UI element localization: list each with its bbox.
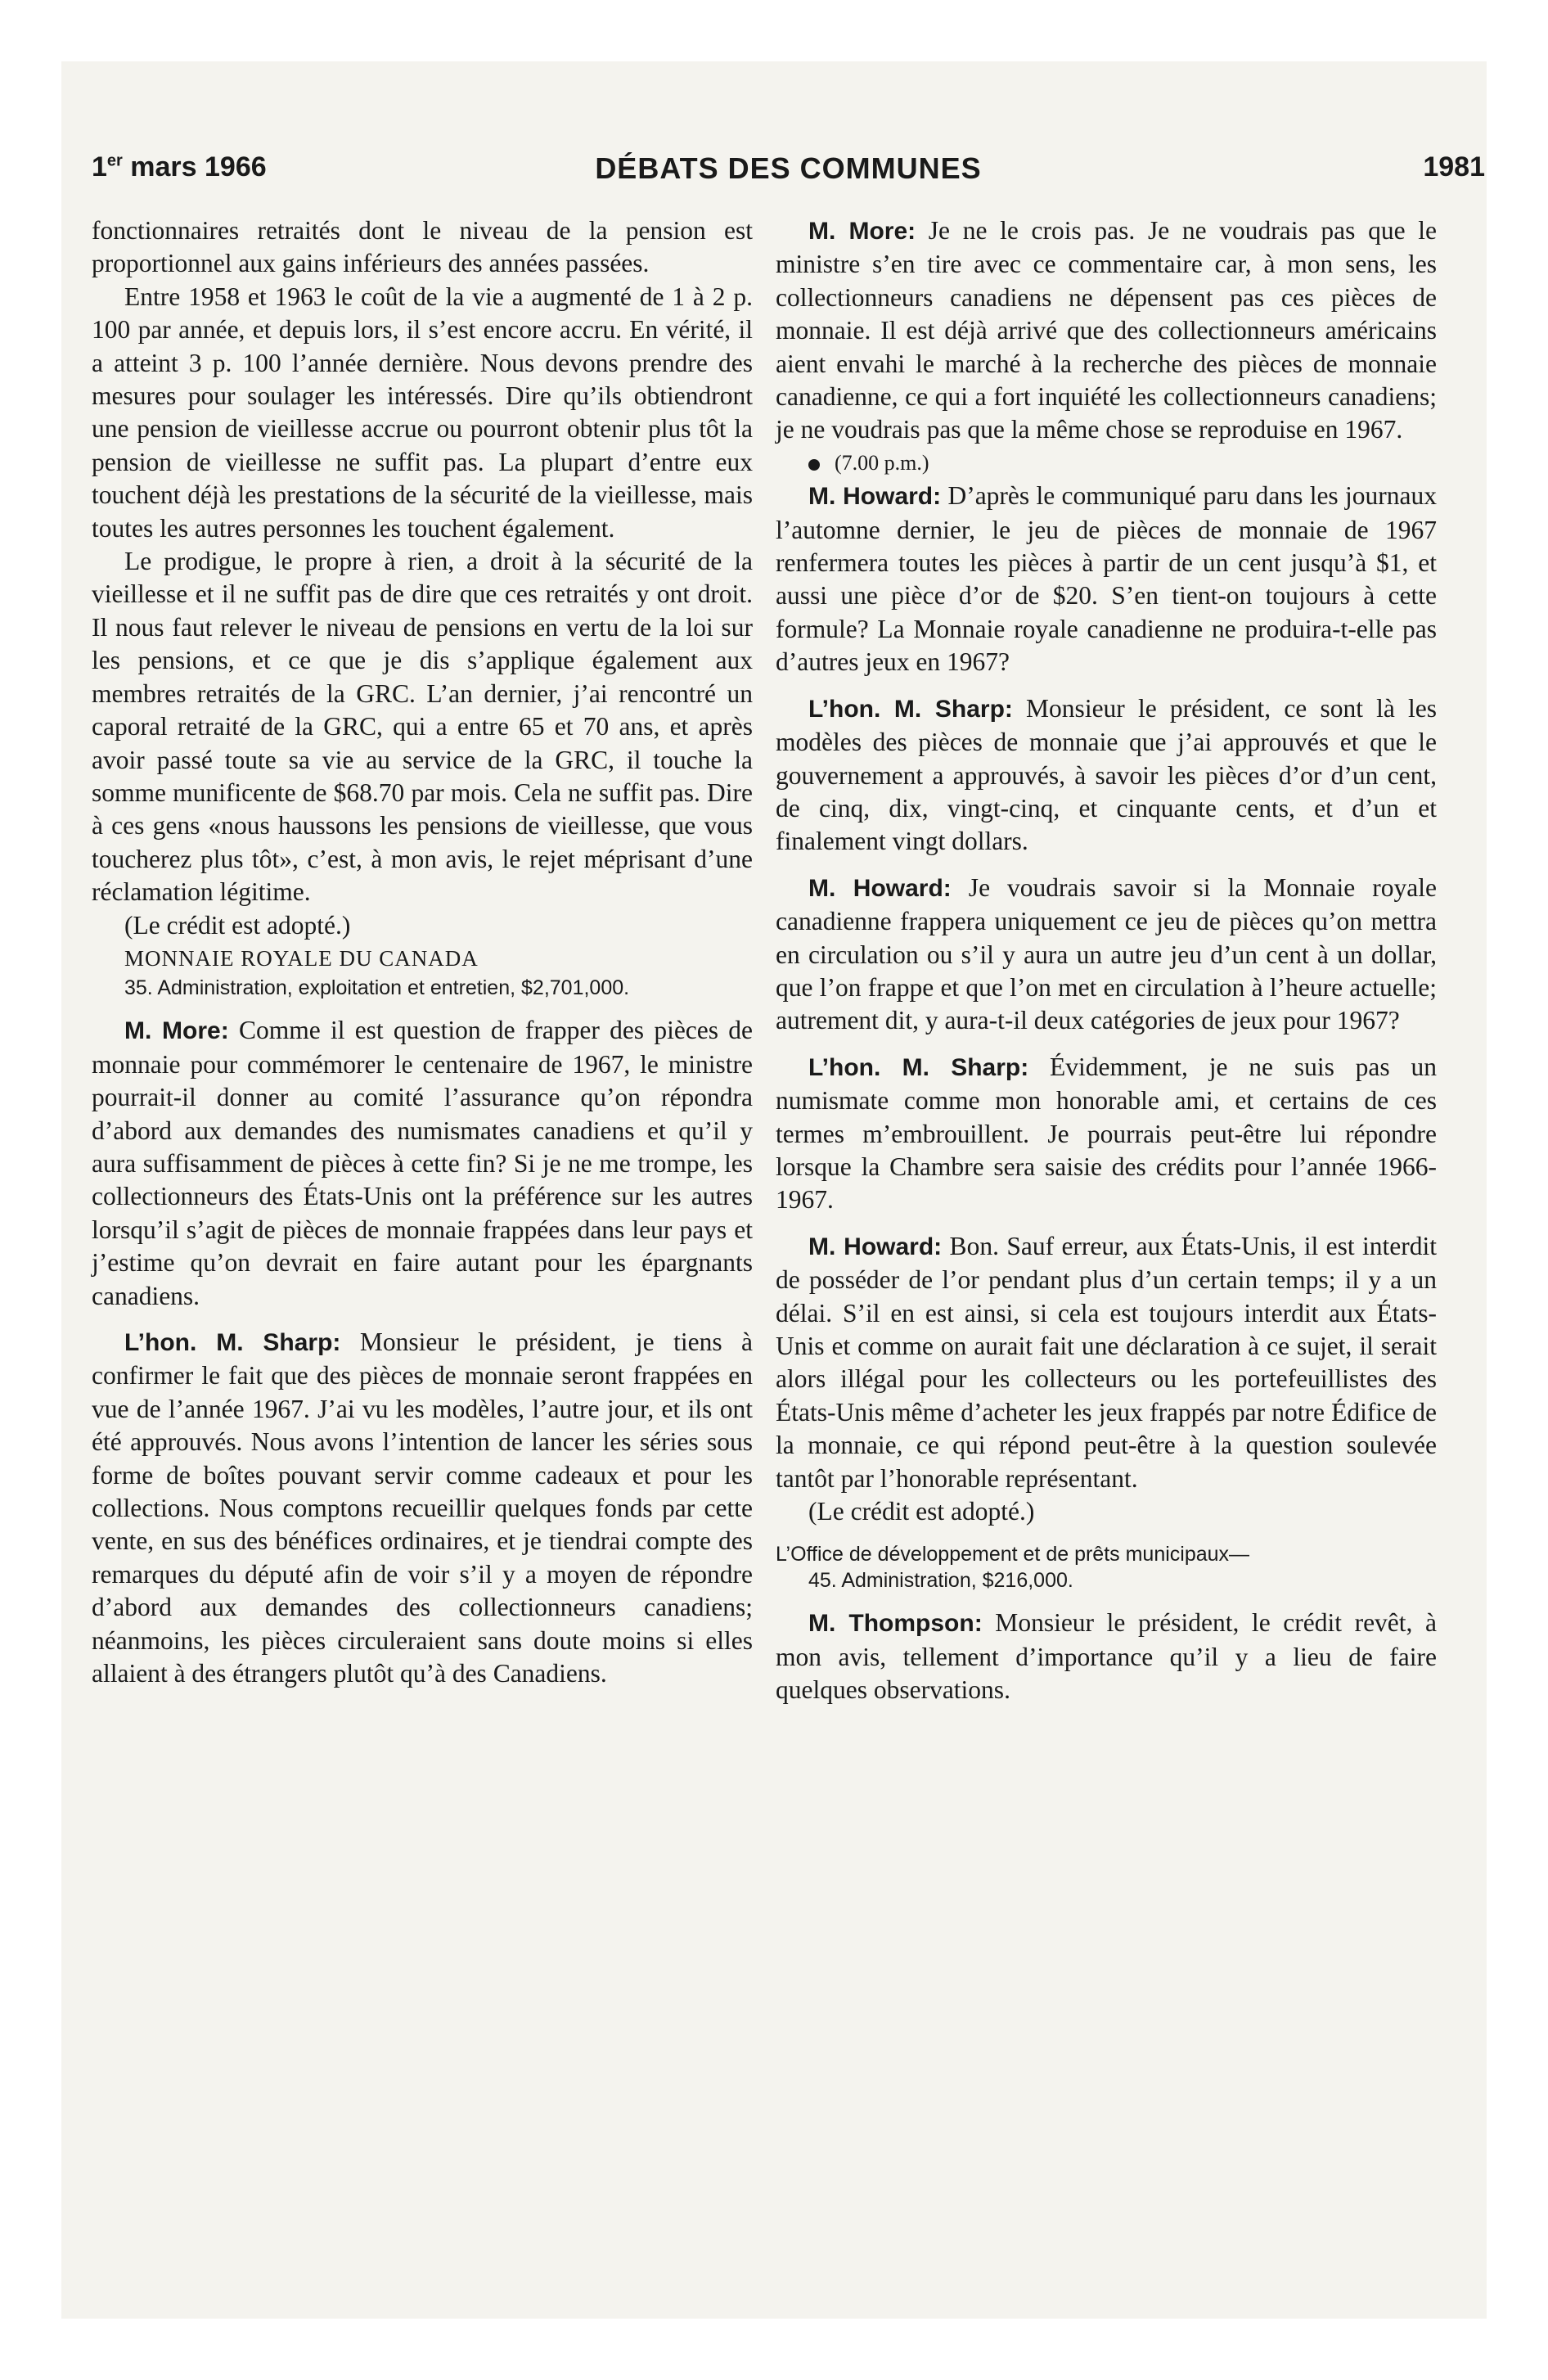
speech — [92, 1014, 753, 1313]
bullet-icon — [808, 459, 820, 471]
speech-text: Comme il est question de frapper des pièces de monnaie pour commémorer le centenaire de 1967, le ministre pourrait-il donner au comité l’assurance qu’on répondra d’abord aux demandes des numismates canadiens et qu’il y aura suffisamment de pièces à cette fin? Si je ne me trompe, les collectionneurs des États-Unis ont la préférence sur les autres lorsqu’il s’agit de pièces de monnaie frappées dans leur pays et j’estime qu’on devrait en faire autant pour les épargnants canadiens. — [92, 1016, 753, 1310]
speech-text: Bon. Sauf erreur, aux États-Unis, il est interdit de posséder de l’or pendant plus d’un certain temps; il y a un délai. S’il en est ainsi, si cela est toujours interdit aux États-Unis et comme on aurait fait une déclaration à ce sujet, il serait alors illégal pour les collecteurs ou les portefeuillistes des États-Unis même d’acheter les jeux frappés par notre Édifice de la monnaie, ce qui répond peut-être à la question soulevée tantôt par l’honorable représentant. — [776, 1231, 1437, 1493]
speech — [776, 872, 1437, 1038]
speaker-name: L’hon. M. Sharp: — [808, 695, 1013, 723]
speaker-name: L’hon. M. Sharp: — [808, 1053, 1029, 1081]
speech — [92, 1326, 753, 1690]
speech-text: Évidemment, je ne suis pas un numismate comme mon honorable ami, et certains de ces termes m’embrouillent. Je pourrais peut-être lui répondre lorsque la Chambre sera saisie des crédits pour l’année 1966-1967. — [776, 1052, 1437, 1215]
office-title: L’Office de développement et de prêts municipaux— — [776, 1543, 1250, 1566]
speaker-name: M. Thompson: — [808, 1610, 983, 1638]
speech — [776, 1230, 1437, 1495]
speech-text: Monsieur le président, je tiens à confirmer le fait que des pièces de monnaie seront frappées en vue de l’année 1967. J’ai vu les modèles, l’autre jour, et ils ont été approuvés. Nous avons l’intention de lancer les séries sous forme de boîtes pouvant servir comme cadeaux et pour les collections. Nous comptons recueillir quelques fonds par cette vente, en sus des bénéfices ordinaires, et je tiendrai compte des remarques du député afin de voir s’il y a moyen de répondre d’abord aux demandes des collectionneurs canadiens; néanmoins, les pièces circuleraient sans doute moins si elles allaient à des étrangers plutôt qu’à des Canadiens. — [92, 1327, 753, 1688]
speaker-name: M. More: — [124, 1017, 229, 1045]
speech — [776, 692, 1437, 859]
speaker-name: M. Howard: — [808, 874, 952, 902]
time-stamp — [776, 447, 1437, 480]
time-text: (7.00 p.m.) — [835, 450, 929, 475]
vote-adopted: (Le crédit est adopté.) — [808, 1497, 1035, 1526]
paragraph: Entre 1958 et 1963 le coût de la vie a augmenté de 1 à 2 p. 100 par année, et depuis lors, il s’est encore accru. En vérité, il a atteint 3 p. 100 l’année dernière. Nous devons prendre des mesures pour soulager les intéressés. Dire qu’ils obtiendront une pension de vieillesse accrue ou pourront obtenir plus tôt la pension de vieillesse ne suffit pas. La plupart d’entre eux touchent déjà les prestations de la sécurité de la vieillesse, mais toutes les autres personnes les touchent également. — [92, 282, 753, 543]
section-title: MONNAIE ROYALE DU CANADA — [124, 945, 479, 971]
vote-adopted: (Le crédit est adopté.) — [124, 910, 351, 940]
paragraph: fonctionnaires retraités dont le niveau de la pension est proportionnel aux gains inférieurs des années passées. — [92, 216, 753, 278]
vote-item: 35. Administration, exploitation et entretien, $2,701,000. — [124, 976, 630, 1000]
right-column — [776, 214, 1437, 1707]
speaker-name: M. Howard: — [808, 1233, 943, 1260]
vote-item: 45. Administration, $216,000. — [808, 1569, 1073, 1593]
date-day: 1 — [92, 151, 107, 183]
speech-text: Je voudrais savoir si la Monnaie royale canadienne frappera uniquement ce jeu de pièces qu’on mettra en circulation ou s’il y aura un autre jeu d’un cent à un dollar, que l’on frappe et que l’on met en circulation à l’heure actuelle; autrement dit, y aura-t-il deux catégories de jeux pour 1967? — [776, 872, 1437, 1035]
speech — [776, 1051, 1437, 1217]
page-header — [92, 151, 1485, 192]
speech-text: Monsieur le président, le crédit revêt, à mon avis, tellement d’importance qu’il y a lieu de faire quelques observations. — [776, 1608, 1438, 1705]
paragraph: Le prodigue, le propre à rien, a droit à la sécurité de la vieillesse et il ne suffit pas de dire que ces retraités y ont droit. Il nous faut relever le niveau de pensions en vertu de la loi sur les pensions, et ce que je dis s’applique également aux membres retraités de la GRC. L’an dernier, j’ai rencontré un caporal retraité de la GRC, qui a entre 65 et 70 ans, et après avoir passé toute sa vie au service de la GRC, il touche la somme munificente de $68.70 par mois. Cela ne suffit pas. Dire à ces gens «nous haussons les pensions de vieillesse, que vous toucherez plus tôt», c’est, à mon avis, le rejet méprisant d’une réclamation légitime. — [92, 547, 753, 907]
date-superscript: er — [106, 151, 123, 170]
speech-text: Je ne le crois pas. Je ne voudrais pas que le ministre s’en tire avec ce commentaire car, à mon sens, les collectionneurs canadiens ne dépensent pas ces pièces de monnaie. Il est déjà arrivé que des collectionneurs américains aient envahi le marché à la recherche des pièces de monnaie canadienne, ce qui a fort inquiété les collectionneurs canadiens; je ne voudrais pas que la même chose se reproduise en 1967. — [776, 216, 1437, 444]
header-title: DÉBATS DES COMMUNES — [595, 151, 982, 185]
speech — [776, 214, 1437, 447]
left-column — [92, 214, 753, 1690]
speaker-name: M. More: — [808, 218, 916, 245]
speech-text: D’après le communiqué paru dans les journaux l’automne dernier, le jeu de pièces de monnaie de 1967 renfermera toutes les pièces à partir de un cent jusqu’à $1, et aussi une pièce d’or de $20. S’en tient-on toujours à cette formule? La Monnaie royale canadienne ne produira-t-elle pas d’autres jeux en 1967? — [776, 481, 1437, 677]
speaker-name: L’hon. M. Sharp: — [124, 1329, 341, 1356]
date-rest: mars 1966 — [122, 151, 267, 183]
speech — [776, 1607, 1437, 1706]
page-number: 1981 — [1423, 151, 1485, 183]
speaker-name: M. Howard: — [808, 483, 942, 511]
speech — [776, 480, 1437, 678]
speech-text: Monsieur le président, ce sont là les modèles des pièces de monnaie que j’ai approuvés et que le gouvernement a approuvés, à savoir les pièces d’or d’un cent, de cinq, dix, vingt-cinq, et cinquante cents, et d’un et finalement vingt dollars. — [776, 693, 1437, 856]
